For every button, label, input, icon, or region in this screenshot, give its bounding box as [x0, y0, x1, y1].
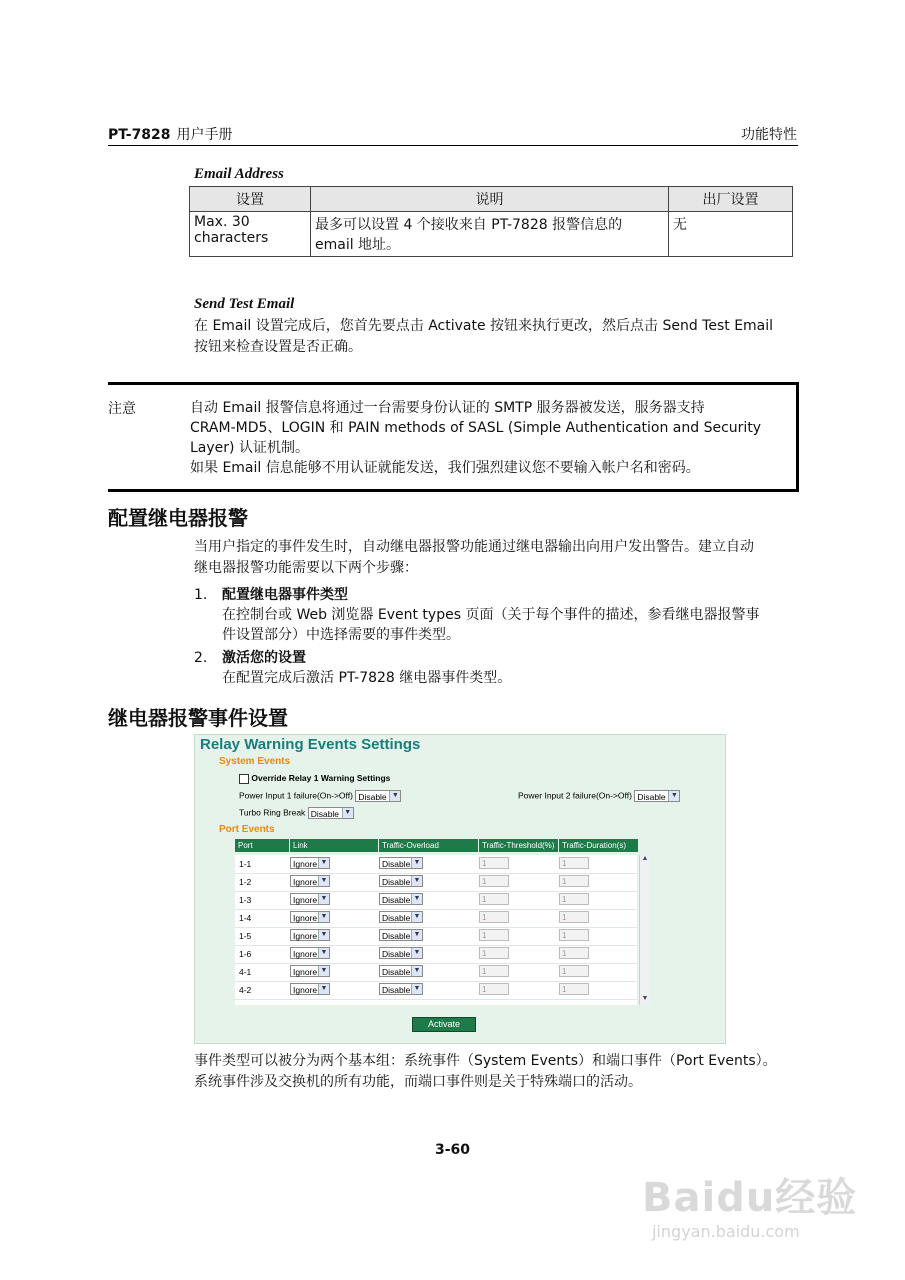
duration-input[interactable]: 1 [559, 875, 589, 887]
step-1-line-2: 件设置部分）中选择需要的事件类型。 [222, 627, 460, 643]
note-label: 注意 [108, 401, 136, 417]
header-title [108, 124, 233, 144]
threshold-input[interactable]: 1 [479, 857, 509, 869]
overload-value: Disable [382, 859, 411, 869]
chevron-down-icon: ▼ [411, 876, 422, 886]
link-select[interactable] [290, 875, 330, 887]
header-divider [108, 145, 798, 146]
note-text [190, 398, 780, 478]
manual-label: 用户手册 [176, 127, 233, 143]
duration-input[interactable]: 1 [559, 929, 589, 941]
power2-value: Disable [637, 792, 666, 802]
overload-value: Disable [382, 949, 411, 959]
relay-settings-screenshot [194, 734, 726, 1044]
column-traffic-overload: Traffic-Overload [379, 839, 479, 852]
power2-row [518, 790, 680, 802]
note-line-3: Layer) 认证机制。 [190, 440, 309, 456]
power2-select[interactable] [634, 790, 680, 802]
overload-select[interactable] [379, 875, 423, 887]
link-select[interactable] [290, 911, 330, 923]
link-value: Ignore [293, 949, 318, 959]
chevron-down-icon: ▼ [411, 948, 422, 958]
turbo-row [239, 807, 354, 819]
table-row [235, 963, 637, 982]
link-value: Ignore [293, 985, 318, 995]
port-table-body [235, 855, 637, 1005]
port-id: 1-2 [239, 877, 252, 887]
port-id: 1-4 [239, 913, 252, 923]
chevron-down-icon: ▼ [318, 984, 329, 994]
chevron-down-icon: ▼ [318, 912, 329, 922]
cell-setting: Max. 30 characters [190, 212, 311, 257]
threshold-input[interactable]: 1 [479, 983, 509, 995]
step-2-number: 2. [194, 650, 208, 666]
port-id: 1-3 [239, 895, 252, 905]
cell-default: 无 [669, 212, 793, 257]
product-name: PT-7828 [108, 127, 171, 143]
chevron-down-icon: ▼ [411, 984, 422, 994]
chevron-down-icon: ▼ [411, 858, 422, 868]
threshold-input[interactable]: 1 [479, 929, 509, 941]
step-1-title: 配置继电器事件类型 [222, 587, 348, 603]
table-row [235, 891, 637, 910]
link-value: Ignore [293, 859, 318, 869]
power1-label: Power Input 1 failure(On->Off) [239, 790, 353, 801]
relay-intro-line-1: 当用户指定的事件发生时，自动继电器报警功能通过继电器输出向用户发出警告。建立自动 [194, 539, 754, 555]
turbo-select[interactable] [308, 807, 354, 819]
link-select[interactable] [290, 983, 330, 995]
link-select[interactable] [290, 857, 330, 869]
chevron-down-icon: ▼ [411, 894, 422, 904]
overload-select[interactable] [379, 947, 423, 959]
table-row [235, 945, 637, 964]
overload-value: Disable [382, 931, 411, 941]
column-header-default: 出厂设置 [669, 187, 793, 212]
note-line-1: 自动 Email 报警信息将通过一台需要身份认证的 SMTP 服务器被发送，服务器支持 [190, 400, 705, 416]
power1-value: Disable [358, 792, 387, 802]
screenshot-title: Relay Warning Events Settings [200, 736, 421, 753]
power1-select[interactable] [355, 790, 401, 802]
step-2-title: 激活您的设置 [222, 650, 306, 666]
port-id: 1-6 [239, 949, 252, 959]
closing-line-1: 事件类型可以被分为两个基本组：系统事件（System Events）和端口事件（Port Events）。 [194, 1053, 777, 1069]
link-value: Ignore [293, 877, 318, 887]
chevron-down-icon: ▼ [389, 791, 400, 801]
column-traffic-duration: Traffic-Duration(s) [559, 839, 639, 852]
step-1-number: 1. [194, 587, 208, 603]
chevron-down-icon: ▼ [318, 894, 329, 904]
column-port: Port [235, 839, 290, 852]
send-test-line-2: 按钮来检查设置是否正确。 [194, 339, 362, 355]
link-select[interactable] [290, 893, 330, 905]
link-select[interactable] [290, 929, 330, 941]
column-link: Link [290, 839, 379, 852]
power1-row [239, 790, 401, 802]
link-value: Ignore [293, 931, 318, 941]
column-header-description: 说明 [311, 187, 669, 212]
turbo-value: Disable [310, 809, 340, 819]
scroll-down-icon[interactable]: ▼ [641, 995, 649, 1002]
port-id: 4-1 [239, 967, 252, 977]
overload-select[interactable] [379, 911, 423, 923]
link-select[interactable] [290, 947, 330, 959]
override-checkbox[interactable] [239, 774, 249, 784]
link-value: Ignore [293, 895, 318, 905]
link-value: Ignore [293, 913, 318, 923]
chevron-down-icon: ▼ [318, 948, 329, 958]
note-line-2: CRAM-MD5、LOGIN 和 PAIN methods of SASL (Simple Authentication and Security [190, 420, 762, 436]
overload-select[interactable] [379, 983, 423, 995]
column-traffic-threshold: Traffic-Threshold(%) [479, 839, 559, 852]
email-address-title: Email Address [194, 166, 284, 182]
port-id: 1-1 [239, 859, 252, 869]
activate-button[interactable]: Activate [412, 1017, 476, 1032]
port-table-header [235, 839, 639, 852]
watermark-brand: Baidu经验 [642, 1175, 858, 1221]
overload-value: Disable [382, 913, 411, 923]
power2-label: Power Input 2 failure(On->Off) [518, 790, 632, 801]
duration-input[interactable]: 1 [559, 911, 589, 923]
override-row [239, 773, 390, 784]
table-row [235, 873, 637, 892]
overload-select[interactable] [379, 857, 423, 869]
relay-config-heading: 配置继电器报警 [108, 506, 248, 530]
chevron-down-icon: ▼ [668, 791, 679, 801]
step-1-line-1: 在控制台或 Web 浏览器 Event types 页面（关于每个事件的描述，参看继电器报警事 [222, 607, 760, 623]
overload-select[interactable] [379, 893, 423, 905]
duration-input[interactable]: 1 [559, 893, 589, 905]
table-row [235, 981, 637, 1000]
port-id: 1-5 [239, 931, 252, 941]
chevron-down-icon: ▼ [342, 808, 353, 818]
chevron-down-icon: ▼ [318, 858, 329, 868]
port-id: 4-2 [239, 985, 252, 995]
send-test-title: Send Test Email [194, 296, 295, 312]
section-label: 功能特性 [741, 127, 797, 143]
threshold-input[interactable]: 1 [479, 965, 509, 977]
link-select[interactable] [290, 965, 330, 977]
email-address-table [189, 186, 793, 257]
threshold-input[interactable]: 1 [479, 893, 509, 905]
closing-line-2: 系统事件涉及交换机的所有功能，而端口事件则是关于特殊端口的活动。 [194, 1074, 642, 1090]
system-events-label: System Events [219, 756, 291, 767]
chevron-down-icon: ▼ [318, 930, 329, 940]
chevron-down-icon: ▼ [318, 876, 329, 886]
table-row [235, 855, 637, 874]
column-header-setting: 设置 [190, 187, 311, 212]
note-line-4: 如果 Email 信息能够不用认证就能发送，我们强烈建议您不要输入帐户名和密码。 [190, 460, 700, 476]
duration-input[interactable]: 1 [559, 983, 589, 995]
table-row [235, 909, 637, 928]
cell-description: 最多可以设置 4 个接收来自 PT-7828 报警信息的 email 地址。 [311, 212, 669, 257]
overload-select[interactable] [379, 965, 423, 977]
threshold-input[interactable]: 1 [479, 947, 509, 959]
overload-value: Disable [382, 895, 411, 905]
overload-value: Disable [382, 985, 411, 995]
turbo-label: Turbo Ring Break [239, 807, 306, 818]
step-2-line-1: 在配置完成后激活 PT-7828 继电器事件类型。 [222, 670, 512, 686]
chevron-down-icon: ▼ [411, 966, 422, 976]
send-test-line-1: 在 Email 设置完成后，您首先要点击 Activate 按钮来执行更改，然后点击 Send Test Email [194, 318, 774, 334]
page-number: 3-60 [434, 1142, 471, 1158]
chevron-down-icon: ▼ [318, 966, 329, 976]
duration-input[interactable]: 1 [559, 965, 589, 977]
watermark-url: jingyan.baidu.com [652, 1222, 800, 1241]
port-events-label: Port Events [219, 824, 275, 835]
threshold-input[interactable]: 1 [479, 875, 509, 887]
threshold-input[interactable]: 1 [479, 911, 509, 923]
overload-value: Disable [382, 877, 411, 887]
relay-events-heading: 继电器报警事件设置 [108, 706, 288, 730]
overload-select[interactable] [379, 929, 423, 941]
duration-input[interactable]: 1 [559, 947, 589, 959]
table-row [235, 927, 637, 946]
scroll-up-icon[interactable]: ▲ [641, 855, 649, 862]
chevron-down-icon: ▼ [411, 930, 422, 940]
duration-input[interactable]: 1 [559, 857, 589, 869]
override-label: Override Relay 1 Warning Settings [251, 773, 391, 783]
table-scrollbar[interactable] [639, 855, 650, 1005]
overload-value: Disable [382, 967, 411, 977]
relay-intro-line-2: 继电器报警功能需要以下两个步骤： [194, 560, 418, 576]
chevron-down-icon: ▼ [411, 912, 422, 922]
link-value: Ignore [293, 967, 318, 977]
